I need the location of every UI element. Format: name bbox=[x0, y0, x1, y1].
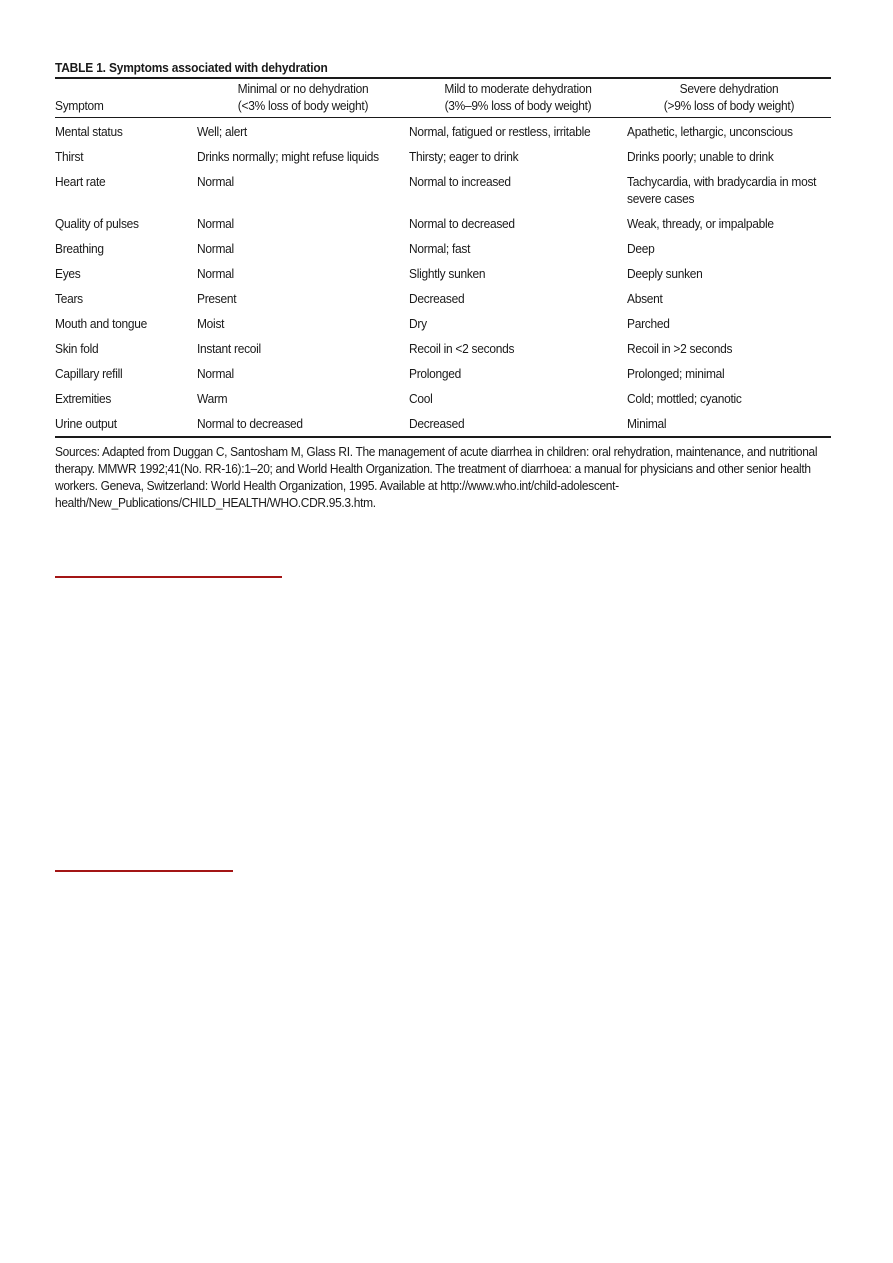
header-mild-subtitle: (3%–9% loss of body weight) bbox=[444, 98, 592, 113]
table-row bbox=[55, 361, 831, 386]
minimal-cell: Normal bbox=[197, 174, 234, 189]
dehydration-table-block bbox=[55, 58, 831, 511]
severe-cell: Apathetic, lethargic, unconscious bbox=[627, 124, 793, 139]
table-row bbox=[55, 411, 831, 436]
mild-cell: Normal to increased bbox=[409, 174, 511, 189]
severe-cell: Minimal bbox=[627, 416, 667, 431]
severe-cell: Weak, thready, or impalpable bbox=[627, 216, 774, 231]
header-symptom-label: Symptom bbox=[55, 98, 104, 113]
table-sources-note: Sources: Adapted from Duggan C, Santosham M, Glass RI. The management of acute diarrhea in children: oral rehydration, maintenance, and nutritional therapy. MMWR 1992;41(No. RR-16):1–20; and World Health Organization. The treatment of diarrhoea: a manual for physicians and other senior health workers. Geneva, Switzerland: World Health Organization, 1995. Available at http://www.who.int/child-adolescent-health/New_Publications/CHILD_HEALTH/WHO.CDR.95.3.htm. bbox=[55, 444, 818, 510]
table-title: TABLE 1. Symptoms associated with dehydration bbox=[55, 60, 328, 75]
symptom-cell: Mental status bbox=[55, 124, 123, 139]
severe-cell: Absent bbox=[627, 291, 663, 306]
minimal-cell: Warm bbox=[197, 391, 228, 406]
mild-cell: Thirsty; eager to drink bbox=[409, 149, 519, 164]
minimal-cell: Well; alert bbox=[197, 124, 247, 139]
severe-cell: Tachycardia, with bradycardia in most severe cases bbox=[627, 174, 817, 206]
table-bottom-rule bbox=[55, 436, 831, 438]
section-divider-red bbox=[55, 870, 233, 872]
header-symptom bbox=[55, 79, 197, 117]
minimal-cell: Present bbox=[197, 291, 237, 306]
mild-cell: Cool bbox=[409, 391, 433, 406]
severe-cell: Deep bbox=[627, 241, 655, 256]
header-severe-subtitle: (>9% loss of body weight) bbox=[663, 98, 795, 113]
symptom-cell: Tears bbox=[55, 291, 83, 306]
table-row bbox=[55, 118, 831, 144]
symptom-cell: Heart rate bbox=[55, 174, 106, 189]
minimal-cell: Normal bbox=[197, 216, 234, 231]
symptom-cell: Mouth and tongue bbox=[55, 316, 148, 331]
severe-cell: Prolonged; minimal bbox=[627, 366, 725, 381]
table-row bbox=[55, 336, 831, 361]
severe-cell: Cold; mottled; cyanotic bbox=[627, 391, 742, 406]
minimal-cell: Normal bbox=[197, 366, 234, 381]
header-minimal bbox=[197, 79, 409, 117]
header-mild-title: Mild to moderate dehydration bbox=[444, 81, 592, 96]
table-row bbox=[55, 144, 831, 169]
symptom-cell: Skin fold bbox=[55, 341, 99, 356]
header-minimal-title: Minimal or no dehydration bbox=[237, 81, 369, 96]
minimal-cell: Moist bbox=[197, 316, 225, 331]
table-header-row bbox=[55, 79, 831, 117]
symptom-cell: Capillary refill bbox=[55, 366, 123, 381]
severe-cell: Deeply sunken bbox=[627, 266, 703, 281]
symptom-cell: Thirst bbox=[55, 149, 84, 164]
mild-cell: Recoil in <2 seconds bbox=[409, 341, 515, 356]
mild-cell: Slightly sunken bbox=[409, 266, 486, 281]
severe-cell: Drinks poorly; unable to drink bbox=[627, 149, 774, 164]
mild-cell: Dry bbox=[409, 316, 427, 331]
minimal-cell: Instant recoil bbox=[197, 341, 261, 356]
severe-cell: Parched bbox=[627, 316, 670, 331]
dehydration-table bbox=[55, 79, 831, 436]
symptom-cell: Breathing bbox=[55, 241, 104, 256]
symptom-cell: Extremities bbox=[55, 391, 112, 406]
section-divider-red bbox=[55, 576, 282, 578]
header-mild bbox=[409, 79, 627, 117]
minimal-cell: Normal to decreased bbox=[197, 416, 303, 431]
header-severe bbox=[627, 79, 831, 117]
table-row bbox=[55, 169, 831, 211]
mild-cell: Decreased bbox=[409, 291, 465, 306]
table-row bbox=[55, 311, 831, 336]
minimal-cell: Normal bbox=[197, 241, 234, 256]
table-row bbox=[55, 211, 831, 236]
minimal-cell: Normal bbox=[197, 266, 234, 281]
table-row bbox=[55, 236, 831, 261]
table-row bbox=[55, 386, 831, 411]
header-severe-title: Severe dehydration bbox=[679, 81, 779, 96]
table-row bbox=[55, 261, 831, 286]
symptom-cell: Eyes bbox=[55, 266, 81, 281]
mild-cell: Normal to decreased bbox=[409, 216, 515, 231]
table-row bbox=[55, 286, 831, 311]
mild-cell: Normal, fatigued or restless, irritable bbox=[409, 124, 591, 139]
header-minimal-subtitle: (<3% loss of body weight) bbox=[237, 98, 369, 113]
symptom-cell: Quality of pulses bbox=[55, 216, 139, 231]
severe-cell: Recoil in >2 seconds bbox=[627, 341, 733, 356]
mild-cell: Decreased bbox=[409, 416, 465, 431]
minimal-cell: Drinks normally; might refuse liquids bbox=[197, 149, 379, 164]
mild-cell: Prolonged bbox=[409, 366, 462, 381]
mild-cell: Normal; fast bbox=[409, 241, 471, 256]
symptom-cell: Urine output bbox=[55, 416, 117, 431]
